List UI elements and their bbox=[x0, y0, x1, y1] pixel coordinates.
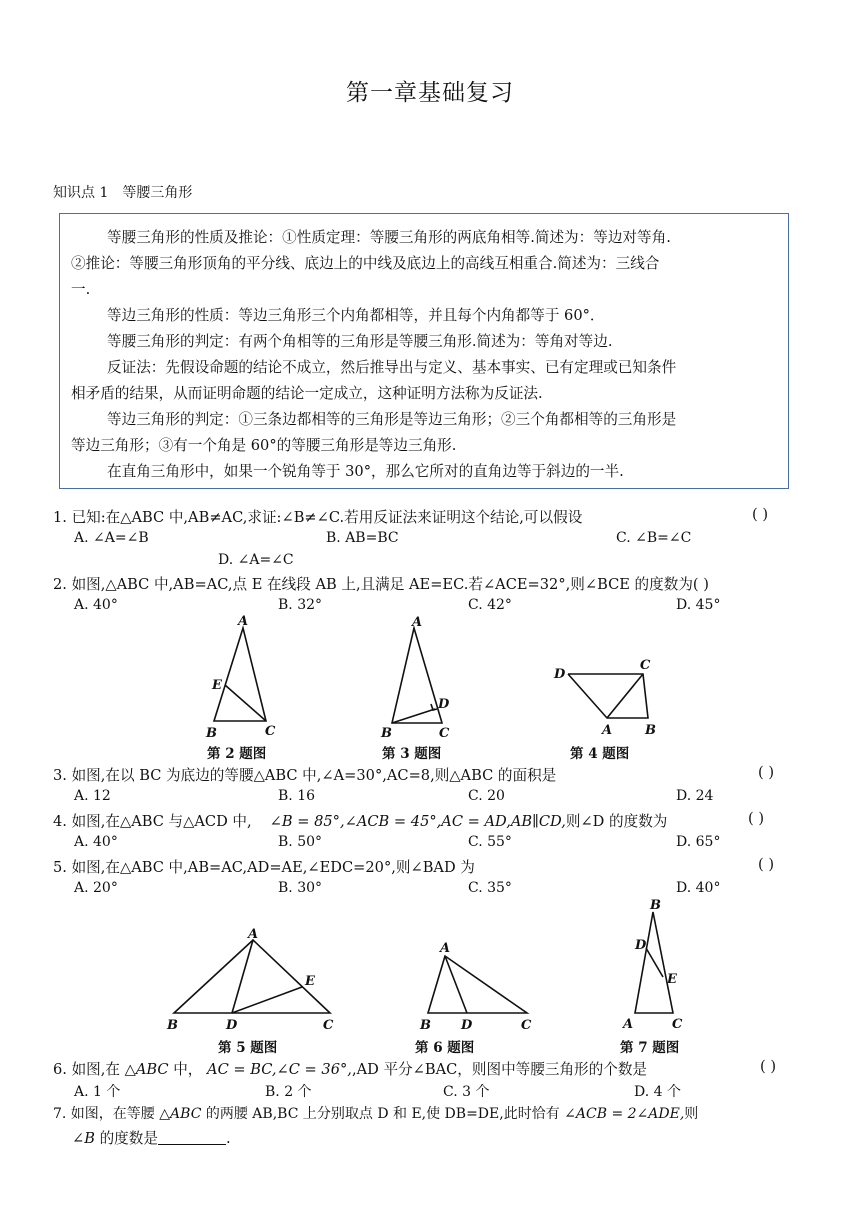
q3-option-c: C. 20 bbox=[468, 788, 505, 804]
fig2-label-b: B bbox=[206, 726, 217, 741]
fig3-label-b: B bbox=[381, 726, 392, 741]
fig7-label-d: D bbox=[635, 938, 647, 953]
fig6-label-b: B bbox=[420, 1018, 431, 1033]
fig7-label-c: C bbox=[672, 1017, 683, 1032]
fig7-label-e: E bbox=[667, 972, 677, 987]
answer-bracket-5: ( ) bbox=[758, 856, 775, 873]
q6-option-d: D. 4 个 bbox=[634, 1084, 681, 1100]
box-line: 反证法：先假设命题的结论不成立，然后推导出与定义、基本事实、已有定理或已知条件 bbox=[107, 359, 677, 376]
q4-option-c: C. 55° bbox=[468, 834, 512, 850]
q1-option-d: D. ∠A=∠C bbox=[218, 552, 294, 568]
q7-text-post: 则 bbox=[684, 1106, 699, 1122]
fig5-label-e: E bbox=[305, 974, 315, 989]
box-line: 相矛盾的结果，从而证明命题的结论一定成立，这种证明方法称为反证法. bbox=[71, 385, 543, 402]
question-7 bbox=[53, 1103, 698, 1123]
fig3-label-a: A bbox=[412, 615, 423, 630]
q6-text-post: ,AD 平分∠BAC，则图中等腰三角形的个数是 bbox=[351, 1061, 648, 1078]
q7-text-ask: 的度数是 bbox=[94, 1130, 158, 1147]
q4-text-post: 则∠D 的度数为 bbox=[565, 813, 668, 830]
box-line: 等腰三角形的性质及推论：①性质定理：等腰三角形的两底角相等.简述为：等边对等角. bbox=[107, 229, 671, 246]
answer-bracket-1: ( ) bbox=[752, 506, 769, 523]
answer-bracket-4: ( ) bbox=[748, 810, 765, 827]
q3-option-d: D. 24 bbox=[676, 788, 714, 804]
q7-math-condition: ∠ACB = 2∠ADE, bbox=[564, 1106, 685, 1122]
q3-option-b: B. 16 bbox=[278, 788, 316, 804]
figure-7-diagram bbox=[615, 895, 695, 1035]
q1-option-b: B. AB=BC bbox=[326, 530, 399, 546]
answer-blank-7[interactable] bbox=[158, 1130, 226, 1145]
fig7-label-a: A bbox=[623, 1017, 634, 1032]
figure-6-diagram bbox=[415, 940, 540, 1034]
q6-math-condition: AC = BC,∠C = 36°, bbox=[207, 1061, 352, 1078]
fig4-label-c: C bbox=[640, 658, 651, 673]
figure-4-diagram bbox=[548, 652, 668, 744]
answer-bracket-3: ( ) bbox=[758, 764, 775, 781]
q2-option-b: B. 32° bbox=[278, 597, 323, 613]
box-line: 等边三角形的性质：等边三角形三个内角都相等，并且每个内角都等于 60°． bbox=[107, 307, 605, 324]
answer-bracket-6: ( ) bbox=[760, 1058, 777, 1075]
fig5-label-c: C bbox=[323, 1018, 334, 1033]
q2-option-a: A. 40° bbox=[74, 597, 118, 613]
question-7-line-2 bbox=[72, 1127, 231, 1148]
q2-option-c: C. 42° bbox=[468, 597, 512, 613]
section-heading: 知识点 1 等腰三角形 bbox=[53, 185, 193, 201]
q5-option-a: A. 20° bbox=[74, 880, 118, 896]
q6-text-pre: 6. 如图,在 bbox=[53, 1061, 125, 1078]
question-2: 2. 如图,△ABC 中,AB=AC,点 E 在线段 AB 上,且满足 AE=EC.若∠ACE=32°,则∠BCE 的度数为( ) bbox=[53, 576, 709, 593]
figure-5-caption: 第 5 题图 bbox=[218, 1040, 278, 1056]
question-6 bbox=[53, 1058, 647, 1079]
box-line: ②推论：等腰三角形顶角的平分线、底边上的中线及底边上的高线互相重合.简述为：三线合 bbox=[71, 255, 660, 272]
page-title: 第一章基础复习 bbox=[346, 80, 514, 106]
q5-option-c: C. 35° bbox=[468, 880, 512, 896]
q7-text-pre: 7. 如图，在等腰 bbox=[53, 1106, 160, 1122]
q7-text-mid: 的两腰 AB,BC 上分别取点 D 和 E,使 DB=DE,此时恰有 bbox=[201, 1106, 565, 1122]
q5-option-d: D. 40° bbox=[676, 880, 721, 896]
q1-option-a: A. ∠A=∠B bbox=[74, 530, 149, 546]
q4-text-pre: 4. 如图,在△ABC 与△ACD 中, bbox=[53, 813, 252, 830]
fig3-label-d: D bbox=[438, 697, 450, 712]
question-4 bbox=[53, 810, 667, 831]
q3-option-a: A. 12 bbox=[74, 788, 111, 804]
figure-7-caption: 第 7 题图 bbox=[620, 1040, 680, 1056]
q6-text-mid: 中， bbox=[168, 1061, 208, 1078]
figure-6-caption: 第 6 题图 bbox=[415, 1040, 475, 1056]
box-line: 等边三角形；③有一个角是 60°的等腰三角形是等边三角形. bbox=[71, 437, 457, 454]
figure-3-caption: 第 3 题图 bbox=[382, 746, 442, 762]
fig3-label-c: C bbox=[439, 726, 450, 741]
fig7-label-b: B bbox=[650, 898, 661, 913]
q6-option-c: C. 3 个 bbox=[443, 1084, 490, 1100]
q6-option-a: A. 1 个 bbox=[74, 1084, 121, 1100]
q4-option-a: A. 40° bbox=[74, 834, 118, 850]
question-5: 5. 如图,在△ABC 中,AB=AC,AD=AE,∠EDC=20°,则∠BAD 为 bbox=[53, 859, 475, 876]
figure-5-diagram bbox=[160, 924, 345, 1034]
q6-math-triangle: △ABC bbox=[124, 1061, 169, 1078]
q4-option-d: D. 65° bbox=[676, 834, 721, 850]
question-1: 1. 已知:在△ABC 中,AB≠AC,求证:∠B≠∠C.若用反证法来证明这个结论,可以假设 bbox=[53, 509, 583, 526]
fig4-label-d: D bbox=[554, 667, 566, 682]
fig4-label-b: B bbox=[645, 723, 656, 738]
q4-option-b: B. 50° bbox=[278, 834, 323, 850]
knowledge-box bbox=[59, 213, 789, 489]
fig6-label-d: D bbox=[461, 1018, 473, 1033]
q7-math-triangle: △ABC bbox=[159, 1106, 202, 1122]
q4-math: ∠B = 85°,∠ACB = 45°,AC = AD,AB∥CD, bbox=[269, 813, 566, 830]
fig5-label-b: B bbox=[167, 1018, 178, 1033]
fig6-label-a: A bbox=[440, 941, 451, 956]
figure-3-diagram bbox=[372, 615, 472, 745]
figure-4-caption: 第 4 题图 bbox=[570, 746, 630, 762]
fig4-label-a: A bbox=[602, 723, 613, 738]
fig2-label-c: C bbox=[265, 724, 276, 739]
q7-math-angle-b: ∠B bbox=[72, 1130, 95, 1147]
box-line: 等边三角形的判定：①三条边都相等的三角形是等边三角形；②三个角都相等的三角形是 bbox=[107, 411, 677, 428]
box-line: 在直角三角形中，如果一个锐角等于 30°，那么它所对的直角边等于斜边的一半. bbox=[107, 463, 624, 480]
fig5-label-a: A bbox=[248, 927, 259, 942]
fig6-label-c: C bbox=[521, 1018, 532, 1033]
figure-2-diagram bbox=[195, 615, 295, 745]
fig2-label-a: A bbox=[238, 615, 249, 629]
q1-option-c: C. ∠B=∠C bbox=[616, 530, 692, 546]
q6-option-b: B. 2 个 bbox=[265, 1084, 312, 1100]
box-line: 等腰三角形的判定：有两个角相等的三角形是等腰三角形.简述为：等角对等边. bbox=[107, 333, 613, 350]
fig5-label-d: D bbox=[226, 1018, 238, 1033]
question-3: 3. 如图,在以 BC 为底边的等腰△ABC 中,∠A=30°,AC=8,则△ABC 的面积是 bbox=[53, 767, 557, 784]
q5-option-b: B. 30° bbox=[278, 880, 323, 896]
q7-text-end: . bbox=[225, 1130, 231, 1147]
box-line: 一. bbox=[71, 281, 91, 298]
q2-option-d: D. 45° bbox=[676, 597, 721, 613]
fig2-label-e: E bbox=[212, 678, 222, 693]
figure-2-caption: 第 2 题图 bbox=[207, 746, 267, 762]
